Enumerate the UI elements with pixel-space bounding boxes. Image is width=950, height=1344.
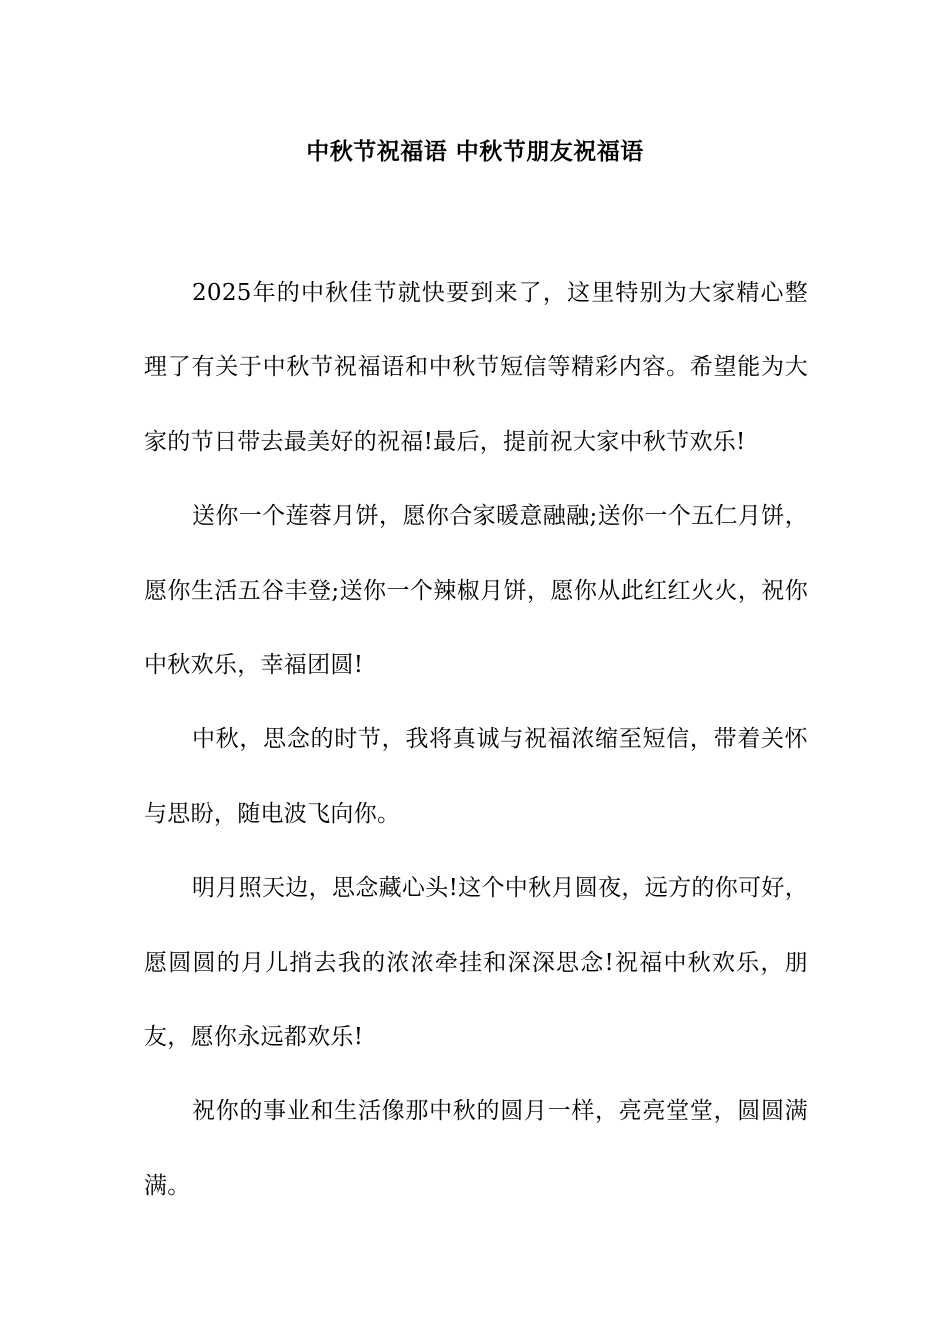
paragraph-moon: 明月照天边，思念藏心头!这个中秋月圆夜，远方的你可好，愿圆圆的月儿捎去我的浓浓牵挂和深深思念!祝福中秋欢乐，朋友，愿你永远都欢乐! bbox=[144, 875, 808, 1051]
document-body bbox=[144, 256, 808, 1223]
paragraph-wish: 祝你的事业和生活像那中秋的圆月一样，亮亮堂堂，圆圆满满。 bbox=[144, 1098, 808, 1199]
paragraph-mooncake: 送你一个莲蓉月饼，愿你合家暖意融融;送你一个五仁月饼，愿你生活五谷丰登;送你一个辣椒月饼，愿你从此红红火火，祝你中秋欢乐，幸福团圆! bbox=[144, 503, 808, 679]
document-title: 中秋节祝福语 中秋节朋友祝福语 bbox=[306, 138, 644, 165]
paragraph-intro: 2025年的中秋佳节就快要到来了，这里特别为大家精心整理了有关于中秋节祝福语和中秋节短信等精彩内容。希望能为大家的节日带去最美好的祝福!最后，提前祝大家中秋节欢乐! bbox=[144, 280, 808, 455]
paragraph-missing: 中秋，思念的时节，我将真诚与祝福浓缩至短信，带着关怀与思盼，随电波飞向你。 bbox=[144, 726, 808, 827]
